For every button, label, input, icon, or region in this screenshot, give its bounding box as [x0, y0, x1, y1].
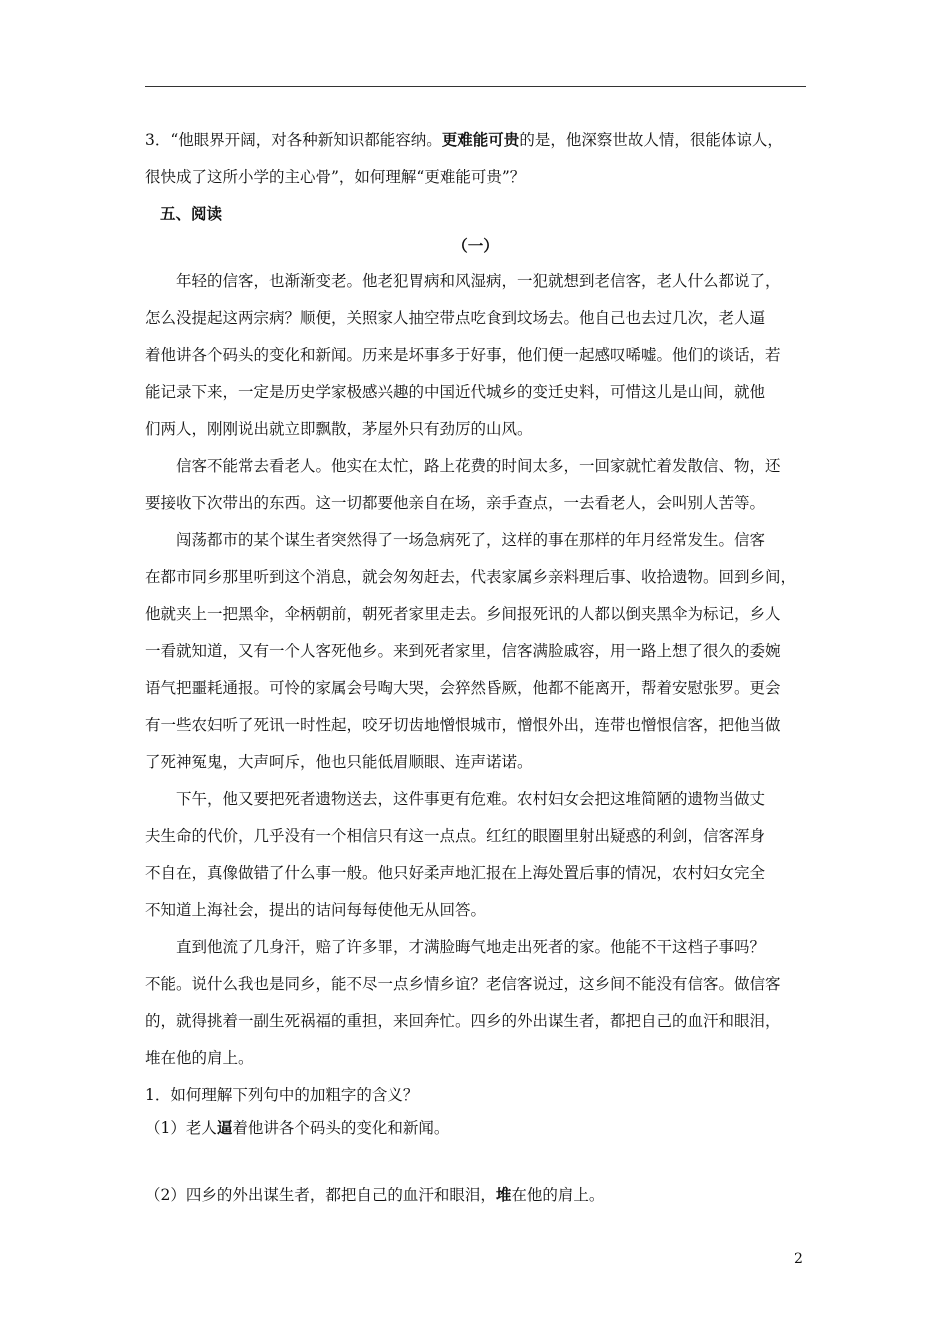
q1-sub-2: （2）四乡的外出谋生者，都把自己的血汗和眼泪，堆在他的肩上。: [145, 1185, 605, 1204]
header-rule: [145, 86, 806, 87]
page-number: 2: [794, 1251, 803, 1267]
p4-line-4: 不知道上海社会，提出的诘问每每使他无从回答。: [145, 901, 487, 919]
p5-line-4: 堆在他的肩上。: [145, 1049, 254, 1067]
p4-line-2: 夫生命的代价，几乎没有一个相信只有这一点点。红红的眼圈里射出疑惑的利剑，信客浑身: [145, 827, 766, 845]
q1-sub-1-bold: 逼: [216, 1118, 233, 1137]
p2-line-2: 要接收下次带出的东西。这一切都要他亲自在场，亲手查点，一去看老人，会叫别人苦等。: [145, 494, 766, 512]
p1-line-3: 着他讲各个码头的变化和新闻。历来是坏事多于好事，他们便一起感叹唏嘘。他们的谈话，若: [145, 346, 781, 364]
q1-question: 1．如何理解下列句中的加粗字的含义？: [145, 1086, 419, 1104]
q1-sub-1: （1）老人逼着他讲各个码头的变化和新闻。: [145, 1118, 450, 1137]
q3-line-1: 3．“他眼界开阔，对各种新知识都能容纳。更难能可贵的是，他深察世故人情，很能体谅人，: [145, 130, 783, 149]
p5-line-3: 的，就得挑着一副生死祸福的重担，来回奔忙。四乡的外出谋生者，都把自己的血汗和眼泪，: [145, 1012, 781, 1030]
p1-line-4: 能记录下来，一定是历史学家极感兴趣的中国近代城乡的变迁史料，可惜这儿是山间，就他: [145, 383, 766, 401]
q3-bold-phrase: 更难能可贵: [441, 130, 520, 149]
p2-line-1: 信客不能常去看老人。他实在太忙，路上花费的时间太多，一回家就忙着发散信、物，还: [176, 457, 781, 475]
section-title: 五、阅读: [160, 204, 223, 223]
p4-line-3: 不自在，真像做错了什么事一般。他只好柔声地汇报在上海处置后事的情况，农村妇女完全: [145, 864, 766, 882]
p4-line-1: 下午，他又要把死者遗物送去，这件事更有危难。农村妇女会把这堆简陋的遗物当做丈: [176, 790, 766, 808]
passage-title: （一）: [452, 236, 499, 255]
p3-line-7: 了死神冤鬼，大声呵斥，他也只能低眉顺眼、连声诺诺。: [145, 753, 533, 771]
p3-line-6: 有一些农妇听了死讯一时性起，咬牙切齿地憎恨城市，憎恨外出，连带也憎恨信客，把他当做: [145, 716, 781, 734]
p3-line-5: 语气把噩耗通报。可怜的家属会号啕大哭，会猝然昏厥，他都不能离开，帮着安慰张罗。更会: [145, 679, 781, 697]
p3-line-2: 在都市同乡那里听到这个消息，就会匆匆赶去，代表家属乡亲料理后事、收拾遗物。回到乡间，: [145, 568, 797, 586]
q1-sub-2-bold: 堆: [495, 1185, 512, 1204]
p1-line-1: 年轻的信客，也渐渐变老。他老犯胃病和风湿病，一犯就想到老信客，老人什么都说了，: [176, 272, 781, 290]
p1-line-5: 们两人，刚刚说出就立即飘散，茅屋外只有劲厉的山风。: [145, 420, 533, 438]
q3-line-2: 很快成了这所小学的主心骨”，如何理解“更难能可贵”？: [145, 168, 526, 186]
p3-line-3: 他就夹上一把黑伞，伞柄朝前，朝死者家里走去。乡间报死讯的人都以倒夹黑伞为标记，乡人: [145, 605, 781, 623]
p5-line-2: 不能。说什么我也是同乡，能不尽一点乡情乡谊？老信客说过，这乡间不能没有信客。做信客: [145, 975, 781, 993]
p3-line-1: 闯荡都市的某个谋生者突然得了一场急病死了，这样的事在那样的年月经常发生。信客: [176, 531, 766, 549]
p5-line-1: 直到他流了几身汗，赔了许多罪，才满脸晦气地走出死者的家。他能不干这档子事吗？: [176, 938, 766, 956]
p3-line-4: 一看就知道，又有一个人客死他乡。来到死者家里，信客满脸戚容，用一路上想了很久的委婉: [145, 642, 781, 660]
p1-line-2: 怎么没提起这两宗病？顺便，关照家人抽空带点吃食到坟场去。他自己也去过几次，老人逼: [145, 309, 766, 327]
